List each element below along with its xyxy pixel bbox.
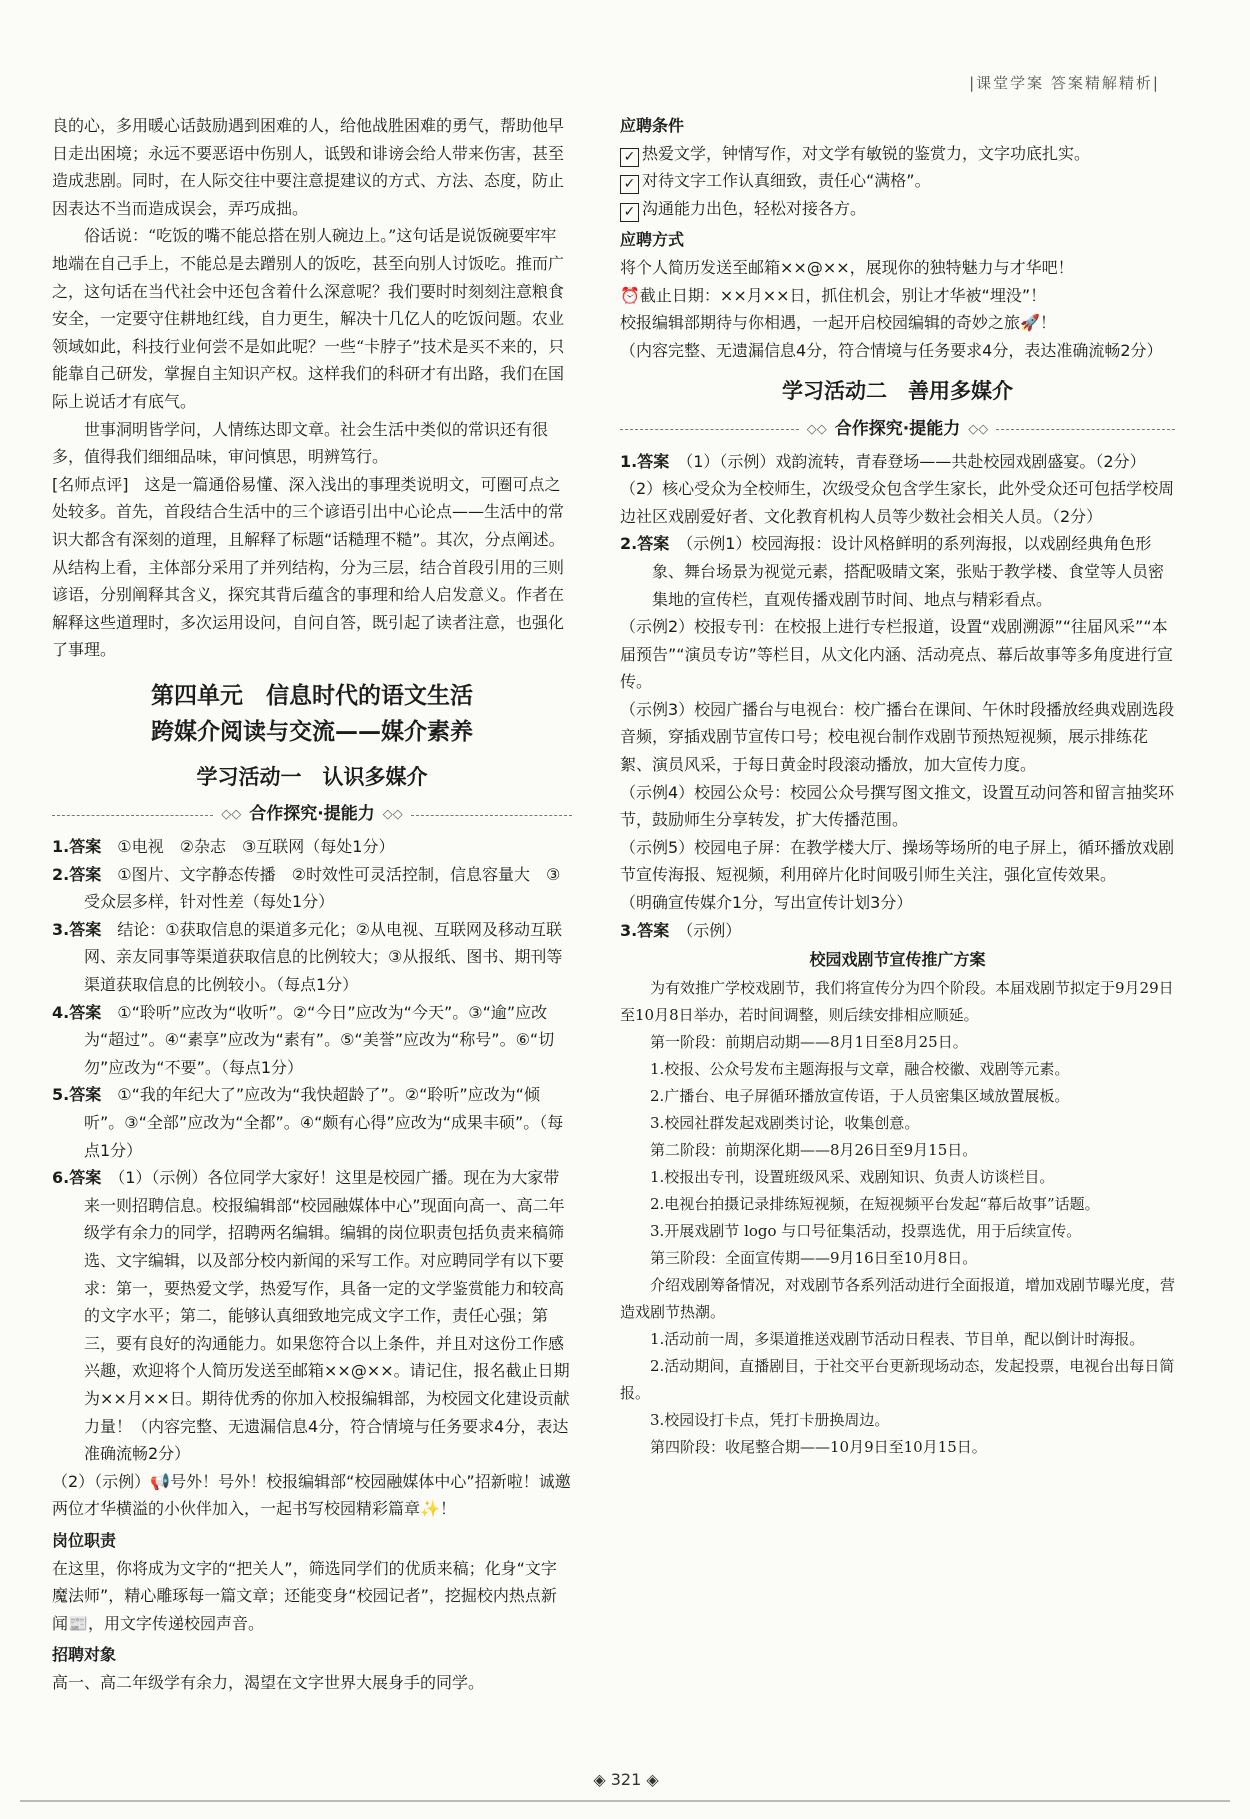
section-divider	[52, 801, 572, 829]
answer-text: 结论：①获取信息的渠道多元化；②从电视、互联网及移动互联网、亲友同事等渠道获取信息的比例较大；③从报纸、图书、期刊等渠道获取信息的比例较小。（每点1分）	[84, 919, 563, 995]
answer-text: ，用文字传递校园声音。	[87, 1613, 264, 1633]
answer-text: （2）（示例）	[52, 1471, 151, 1491]
answer-text: ①电视 ②杂志 ③互联网（每处1分）	[117, 837, 395, 857]
answer-text: （示例3）校园广播台与电视台：校广播台在课间、午休时段播放经典戏剧选段音频，穿插戏剧节宣传口号；校电视台制作戏剧节预热短视频，展示排练花絮、演员风采，于每日黄金时段滚动播放，加大宣传力度。	[620, 699, 1175, 775]
diamond-icon: ◇◇	[382, 807, 403, 823]
answer-text: （示例4）校园公众号：校园公众号撰写图文推文，设置互动问答和留言抽奖环节，鼓励师生分享转发，扩大传播范围。	[620, 782, 1175, 830]
answer-item	[52, 1468, 572, 1523]
page-number-text: 321	[610, 1770, 642, 1789]
subheading: 招聘对象	[52, 1645, 117, 1665]
checkbox-icon: ✓	[620, 148, 639, 167]
answer-label: 答案	[637, 534, 670, 554]
diamond-icon: ◇◇	[221, 807, 242, 823]
condition-item	[620, 167, 1175, 195]
teacher-comment: [名师点评] 这是一篇通俗易懂、深入浅出的事理类说明文，可圈可点之处较多。首先，首段结合生活中的三个谚语引出中心论点——生活中的常识大都含有深刻的道理，且解释了标题“话糙理不糙”。其次，分点阐述。从结构上看，主体部分采用了并列结构，分为三层，结合首段引用的三则谚语，分别阐释其含义，探究其背后蕴含的事理和给人启发意义。作者在解释这些道理时，多次运用设问，自问自答，既引起了读者注意，也强化了事理。	[52, 474, 565, 660]
body-text	[52, 1555, 572, 1638]
answer-item	[52, 999, 572, 1082]
answer-text: （示例5）校园电子屏：在教学楼大厅、操场等场所的电子屏上，循环播放戏剧节宣传海报、短视频，利用碎片化时间吸引师生关注，强化宣传效果。	[620, 837, 1175, 885]
subheading: 应聘方式	[620, 230, 685, 250]
question-number: 2.	[620, 534, 638, 554]
essay-paragraph: 良的心，多用暖心话鼓励遇到困难的人，给他战胜困难的勇气，帮助他早日走出困境；永远不要恶语中伤别人，诋毁和诽谤会给人带来伤害，甚至造成悲剧。同时，在人际交往中要注意提建议的方式、方法、态度，防止因表达不当而造成误会，弄巧成拙。	[52, 116, 565, 218]
activity1-title: 学习活动一 认识多媒介	[196, 764, 428, 789]
answer-text: ①图片、文字静态传播 ②时效性可灵活控制，信息容量大 ③受众层多样，针对性差（每处1分）	[84, 864, 561, 912]
answer-text: （1）（示例）戏韵流转，青春登场——共赴校园戏剧盛宴。（2分）	[685, 451, 1146, 471]
plan-stage: 第一阶段：前期启动期——8月1日至8月25日。	[650, 1033, 968, 1052]
page-number	[556, 1770, 696, 1789]
rocket-icon: 🚀	[1020, 313, 1040, 333]
answer-text: 号外！号外！校报编辑部“校园融媒体中心”招新啦！诚邀两位才华横溢的小伙伴加入，一起书写校园精彩篇章	[52, 1471, 571, 1519]
answer-label: 答案	[69, 1002, 102, 1022]
question-number: 3.	[52, 919, 70, 939]
condition-text: 对待文字工作认真细致，责任心“满格”。	[642, 171, 931, 191]
question-number: 6.	[52, 1168, 70, 1188]
answer-text: ！	[439, 1499, 456, 1519]
right-column	[620, 112, 1175, 1461]
plan-stage: 第三阶段：全面宣传期——9月16日至10月8日。	[650, 1249, 978, 1268]
divider-dash	[996, 429, 1175, 430]
divider-dash	[411, 815, 572, 816]
plan-stage: 第二阶段：前期深化期——8月26日至9月15日。	[650, 1141, 978, 1160]
left-column	[52, 112, 572, 1696]
divider-dash	[620, 429, 799, 430]
divider-dash	[52, 815, 213, 816]
deadline-text: 截止日期：××月××日，抓住机会，别让才华被“埋没”！	[639, 285, 1047, 305]
plan-text: 2.活动期间，直播剧目，于社交平台更新现场动态，发起投票，电视台出每日简报。	[620, 1357, 1175, 1403]
answer-item	[52, 861, 572, 916]
answer-label: 答案	[69, 919, 102, 939]
megaphone-icon: 📢	[150, 1471, 171, 1491]
clock-icon: ⏰	[620, 285, 640, 305]
footer-line	[20, 1800, 1230, 1802]
condition-item	[620, 140, 1175, 168]
plan-text: 3.校园社群发起戏剧类讨论，收集创意。	[650, 1114, 920, 1133]
answer-text: （示例）	[685, 920, 742, 940]
body-text	[620, 309, 1175, 337]
condition-item	[620, 195, 1175, 223]
body-text: 将个人简历发送至邮箱××@××，展现你的独特魅力与才华吧！	[620, 257, 1074, 277]
plan-title: 校园戏剧节宣传推广方案	[809, 950, 986, 970]
divider-label: 合作探究·提能力	[834, 418, 961, 439]
plan-text: 为有效推广学校戏剧节，我们将宣传分为四个阶段。本届戏剧节拟定于9月29日至10月8日举办，若时间调整，则后续安排相应顺延。	[620, 979, 1174, 1025]
body-text	[620, 282, 1175, 310]
score-note: （内容完整、无遗漏信息4分，符合情境与任务要求4分，表达准确流畅2分）	[620, 340, 1163, 360]
question-number: 5.	[52, 1085, 70, 1105]
answer-label: 答案	[69, 837, 102, 857]
answer-text: ①“我的年纪大了”应改为“我快超龄了”。②“聆听”应改为“倾听”。③“全部”应改为“全都”。④“颇有心得”应改为“成果丰硕”。（每点1分）	[84, 1085, 564, 1160]
divider-label: 合作探究·提能力	[249, 804, 375, 825]
subheading: 应聘条件	[620, 116, 685, 135]
closing-text: ！	[1039, 313, 1056, 333]
plan-text: 2.广播台、电子屏循环播放宣传语，于人员密集区域放置展板。	[650, 1087, 1070, 1106]
answer-text: （示例2）校报专刊：在校报上进行专栏报道，设置“戏剧溯源”“往届风采”“本届预告”“演员专访”等栏目，从文化内涵、活动亮点、幕后故事等多角度进行宣传。	[620, 617, 1173, 692]
diamond-icon: ◈	[593, 1770, 611, 1789]
score-note: （明确宣传媒介1分，写出宣传计划3分）	[620, 893, 913, 913]
plan-text: 2.电视台拍摄记录排练短视频，在短视频平台发起“幕后故事”话题。	[650, 1195, 1100, 1214]
plan-text: 3.校园设打卡点，凭打卡册换周边。	[650, 1411, 890, 1430]
question-number: 3.	[620, 920, 638, 940]
plan-stage: 第四阶段：收尾整合期——10月9日至10月15日。	[650, 1438, 987, 1457]
answer-label: 答案	[69, 1168, 102, 1188]
section-divider	[620, 416, 1175, 444]
diamond-icon: ◇◇	[968, 421, 989, 437]
activity2-title: 学习活动二 善用多媒介	[782, 379, 1013, 404]
body-text: 高一、高二年级学有余力，渴望在文字世界大展身手的同学。	[52, 1672, 485, 1692]
answer-item	[620, 917, 1175, 945]
plan-section	[620, 946, 1175, 1461]
answer-text: ①“聆听”应改为“收听”。②“今日”应改为“今天”。③“逾”应改为“超过”。④“素享”应改为“素有”。⑤“美誉”应改为“称号”。⑥“切勿”应改为“不要”。（每点1分）	[84, 1002, 555, 1077]
question-number: 4.	[52, 1002, 70, 1022]
plan-text: 1.校报出专刊，设置班级风采、戏剧知识、负责人访谈栏目。	[650, 1168, 1055, 1187]
newspaper-icon: 📰	[68, 1613, 88, 1633]
answer-item	[52, 1081, 572, 1164]
plan-text: 介绍戏剧筹备情况，对戏剧节各系列活动进行全面报道，增加戏剧节曝光度，营造戏剧节热潮。	[620, 1276, 1176, 1322]
unit-title-line2: 跨媒介阅读与交流——媒介素养	[151, 718, 473, 745]
diamond-icon: ◇◇	[806, 421, 827, 437]
answer-text: （示例1）校园海报：设计风格鲜明的系列海报，以戏剧经典角色形象、舞台场景为视觉元素，搭配吸睛文案，张贴于教学楼、食堂等人员密集地的宣传栏，直观传播戏剧节时间、地点与精彩看点。	[652, 534, 1165, 609]
essay-paragraph: 俗话说：“吃饭的嘴不能总搭在别人碗边上。”这句话是说饭碗要牢牢地端在自己手上，不能总是去蹭别人的饭吃，甚至向别人讨饭吃。推而广之，这句话在当代社会中还包含着什么深意呢？我们要时时刻刻注意粮食安全，一定要守住耕地红线，自力更生，解决十几亿人的吃饭问题。农业领域如此，科技行业何尝不是如此呢？一些“卡脖子”技术是买不来的，只能靠自己研发，掌握自主知识产权。这样我们的科研才有出路，我们在国际上说话才有底气。	[52, 226, 565, 411]
plan-text: 1.活动前一周，多渠道推送戏剧节活动日程表、节目单，配以倒计时海报。	[650, 1330, 1145, 1349]
diamond-icon: ◈	[641, 1770, 659, 1789]
checkbox-icon: ✓	[620, 203, 639, 222]
sparkle-icon: ✨	[420, 1499, 440, 1519]
answer-label: 答案	[69, 864, 102, 884]
answer-label: 答案	[637, 451, 670, 471]
question-number: 1.	[52, 837, 70, 857]
answer-text: （2）核心受众为全校师生，次级受众包含学生家长，此外受众还可包括学校周边社区戏剧爱好者、文化教育机构人员等少数社会相关人员。（2分）	[620, 479, 1175, 526]
plan-text: 1.校报、公众号发布主题海报与文章，融合校徽、戏剧等元素。	[650, 1060, 1070, 1079]
closing-text: 校报编辑部期待与你相遇，一起开启校园编辑的奇妙之旅	[620, 313, 1021, 333]
answer-text: 在这里，你将成为文字的“把关人”，筛选同学们的优质来稿；化身“文字魔法师”，精心雕琢每一篇文章；还能变身“校园记者”，挖掘校内热点新闻	[52, 1558, 557, 1633]
essay-paragraph: 世事洞明皆学问，人情练达即文章。社会生活中类似的常识还有很多，值得我们细细品味，审问慎思，明辨笃行。	[52, 419, 549, 467]
answer-label: 答案	[69, 1085, 102, 1105]
page-header: |课堂学案 答案精解精析|	[969, 74, 1160, 92]
answer-label: 答案	[637, 920, 670, 940]
answer-item	[620, 448, 1175, 476]
unit-title	[52, 678, 572, 750]
unit-title-line1: 第四单元 信息时代的语文生活	[151, 682, 473, 709]
condition-text: 热爱文学，钟情写作，对文学有敏锐的鉴赏力，文字功底扎实。	[642, 143, 1091, 163]
question-number: 2.	[52, 864, 70, 884]
question-number: 1.	[620, 451, 638, 471]
answer-item	[620, 530, 1175, 613]
answer-item	[52, 916, 572, 999]
checkbox-icon: ✓	[620, 175, 639, 194]
plan-text: 3.开展戏剧节 logo 与口号征集活动，投票选优，用于后续宣传。	[650, 1222, 1082, 1241]
answer-item	[52, 1164, 572, 1468]
subheading: 岗位职责	[52, 1530, 117, 1550]
condition-text: 沟通能力出色，轻松对接各方。	[642, 198, 867, 218]
answer-item	[52, 833, 572, 861]
answer-text: （1）（示例）各位同学大家好！这里是校园广播。现在为大家带来一则招聘信息。校报编辑部“校园融媒体中心”现面向高一、高二年级学有余力的同学，招聘两名编辑。编辑的岗位职责包括负责来稿筛选、文字编辑，以及部分校内新闻的采写工作。对应聘同学有以下要求：第一，要热爱文学，热爱写作，具备一定的文学鉴赏能力和较高的文字水平；第二，能够认真细致地完成文字工作，责任心强；第三，要有良好的沟通能力。如果您符合以上条件，并且对这份工作感兴趣，欢迎将个人简历发送至邮箱××@××。请记住，报名截止日期为××月××日。期待优秀的你加入校报编辑部，为校园文化建设贡献力量！（内容完整、无遗漏信息4分，符合情境与任务要求4分，表达准确流畅2分）	[84, 1168, 570, 1464]
